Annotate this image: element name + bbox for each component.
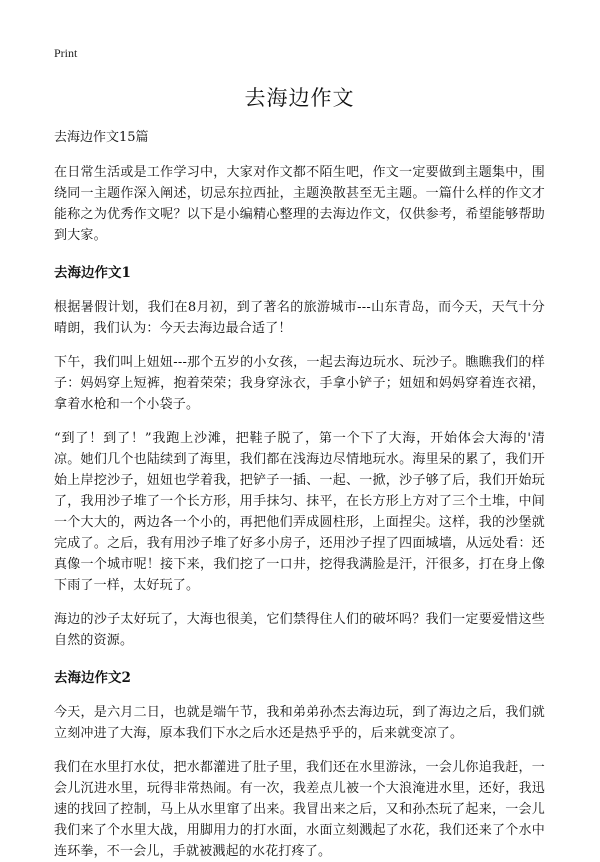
intro-paragraph: 在日常生活或是工作学习中，大家对作文都不陌生吧，作文一定要做到主题集中，围绕同一主题作深入阐述，切忌东拉西扯，主题涣散甚至无主题。一篇什么样的作文才能称之为优秀作文呢？以下是小编精心整理的去海边作文，仅供参考，希望能够帮助到大家。 xyxy=(54,165,545,243)
section-heading: 去海边作文1 xyxy=(54,265,131,281)
section-paragraph: 根据暑假计划，我们在8月初，到了著名的旅游城市---山东青岛，而今天，天气十分晴朗，我们认为：今天去海边最合适了！ xyxy=(54,300,545,336)
section-paragraph: 今天，是六月二日，也就是端午节，我和弟弟孙杰去海边玩，到了海边之后，我们就立刻冲进了大海，原本我们下水之后水还是热乎乎的，后来就变凉了。 xyxy=(54,705,545,741)
document-subtitle: 去海边作文15篇 xyxy=(54,130,149,145)
print-link[interactable]: Print xyxy=(54,46,78,60)
section-paragraph: “到了！到了！”我跑上沙滩，把鞋子脱了，第一个下了大海，开始体会大海的'清凉。她们几个也陆续到了海里，我们都在浅海边尽情地玩水。海里呆的累了，我们开始上岸挖沙子，妞妞也学着我，把铲子一插、一起、一掀，沙子够了后，我们开始玩了，我用沙子堆了一个长方形，用手抹匀、抹平，在长方形上方对了三个土堆，中间一个大大的，两边各一个小的，再把他们弄成圆柱形，上面捏尖。这样，我的沙堡就完成了。之后，我有用沙子堆了好多小房子，还用沙子捏了四面城墙，从远处看：还真像一个城市呢！接下来，我们挖了一口井，挖得我满脸是汗，汗很多，打在身上像下雨了一样，太好玩了。 xyxy=(54,431,545,593)
section-heading: 去海边作文2 xyxy=(54,670,131,686)
section-paragraph: 海边的沙子太好玩了，大海也很美，它们禁得住人们的破坏吗？我们一定要爱惜这些自然的资源。 xyxy=(54,612,545,648)
section-paragraph: 我们在水里打水仗，把水都灌进了肚子里，我们还在水里游泳，一会儿你追我赶，一会儿沉进水里，玩得非常热闹。有一次，我差点儿被一个大浪淹进水里，还好，我迅速的找回了控制，马上从水里窜了出来。我冒出来之后，又和孙杰玩了起来，一会儿我们来了个水里大战，用脚用力的打水面，水面立刻溅起了水花，我们还来了个水中连环拳，不一会儿，手就被溅起的水花打疼了。 xyxy=(54,760,545,859)
page-title: 去海边作文 xyxy=(244,86,355,110)
section-paragraph: 下午，我们叫上妞妞---那个五岁的小女孩，一起去海边玩水、玩沙子。瞧瞧我们的样子：妈妈穿上短裤，抱着荣荣；我身穿泳衣，手拿小铲子；妞妞和妈妈穿着连衣裙，拿着水枪和一个小袋子。 xyxy=(54,355,545,412)
